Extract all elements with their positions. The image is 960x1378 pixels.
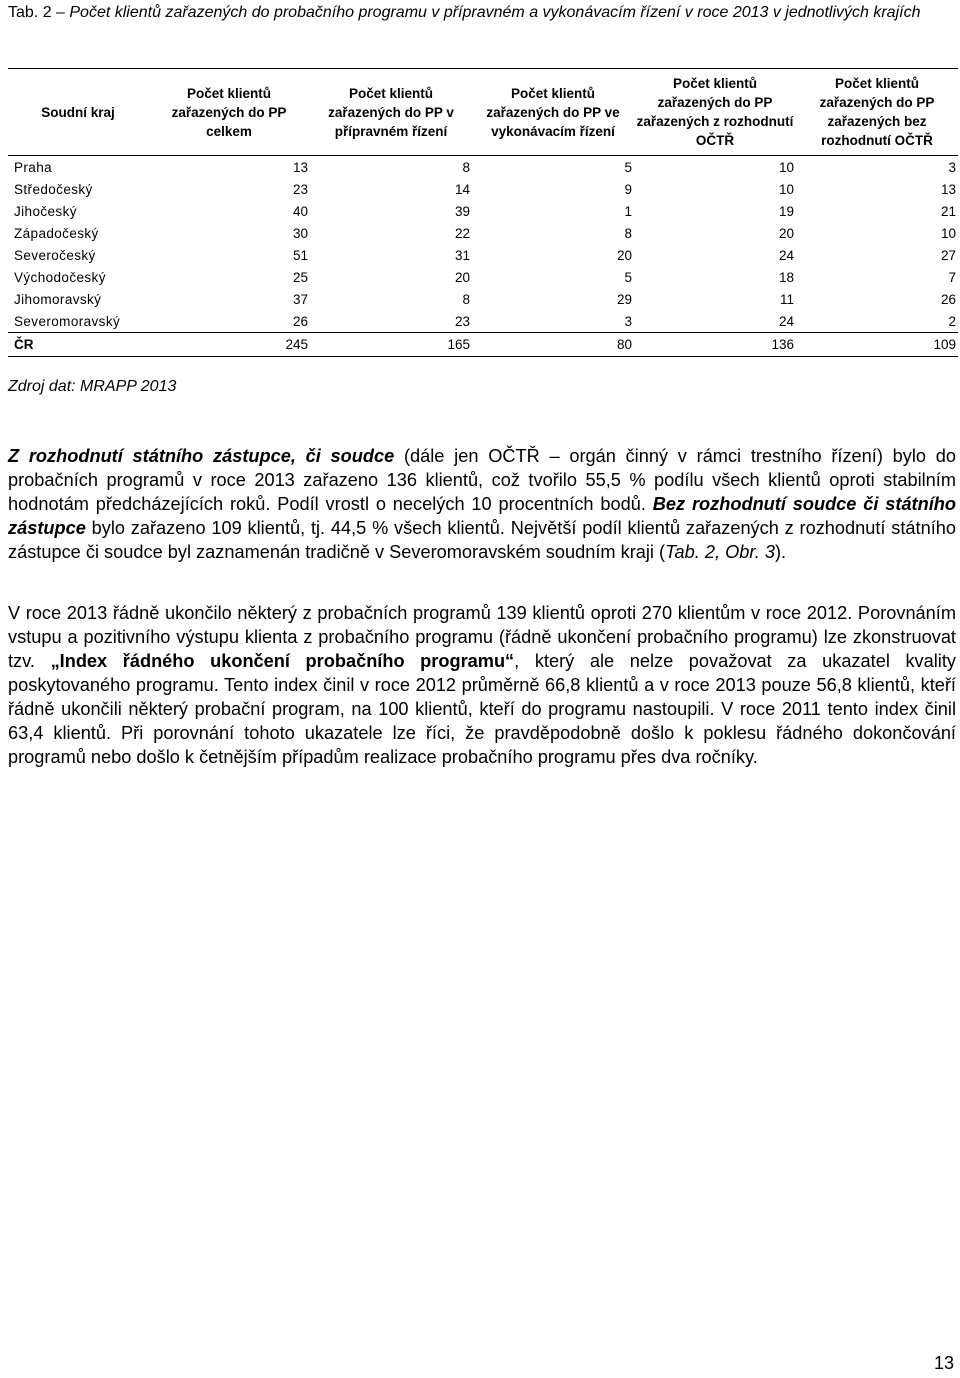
cell-kraj: Jihomoravský [14,291,102,307]
para1-emph-1: Z rozhodnutí státního zástupce, či soudce [8,446,395,466]
para1-end: ). [774,542,787,562]
page-number: 13 [933,1353,954,1373]
header-soudni-kraj: Soudní kraj [8,69,148,156]
caption-text: – Počet klientů zařazených do probačního programu v přípravném a vykonávacím řízení v roce 2013 v jednotlivých krajích [51,4,921,21]
cell-celkem: 26 [292,313,308,329]
cell-vykonavaci: 5 [624,269,632,285]
cell-bez-octr: 3 [948,159,956,175]
cell-celkem: 23 [292,181,308,197]
table-row [8,244,958,266]
cell-bez-octr-total: 109 [796,333,958,357]
cell-bez-octr: 10 [940,225,956,241]
cell-bez-octr: 7 [948,269,956,285]
para2-text-2: , který ale nelze považovat za ukazatel kvality poskytovaného programu. Tento index činil v roce 2012 průměrně 66,8 klientů a v roce 2013 pouze 56,8 klientů, kteří řádně ukončili některý probační program, na 100 klientů, kteří do programu nastoupili. V roce 2011 tento index činil 63,4 klientů. Při porovnání tohoto ukazatele lze říci, že pravděpodobně došlo k poklesu řádného dokončování programů nebo došlo k četnějším případům realizace probačního programu přes dva ročníky. [8,651,956,767]
cell-z-octr-total: 136 [634,333,796,357]
table-row [8,222,958,244]
cell-kraj: Západočeský [14,225,99,241]
cell-pripravne: 20 [454,269,470,285]
table-row [8,310,958,333]
cell-pripravne-total: 165 [310,333,472,357]
header-celkem: Počet klientů zařazených do PP celkem [148,69,310,156]
cell-kraj: Severomoravský [14,313,121,329]
cell-kraj: Východočeský [14,269,106,285]
cell-vykonavaci: 5 [624,159,632,175]
cell-pripravne: 23 [454,313,470,329]
cell-kraj: Jihočeský [14,203,77,219]
cell-bez-octr: 26 [940,291,956,307]
cell-celkem: 13 [292,159,308,175]
data-source-note: Zdroj dat: MRAPP 2013 [8,378,177,395]
cell-kraj: Středočeský [14,181,93,197]
cell-vykonavaci: 3 [624,313,632,329]
header-pripravne: Počet klientů zařazených do PP v přípravném řízení [310,69,472,156]
cell-z-octr: 19 [778,203,794,219]
cell-pripravne: 39 [454,203,470,219]
para1-text-2: bylo zařazeno 109 klientů, tj. 44,5 % všech klientů. Největší podíl klientů zařazených z rozhodnutí státního zástupce či soudce byl zaznamenán tradičně v Severomoravském soudním kraji ( [8,518,956,562]
table-caption [8,2,956,23]
cell-vykonavaci-total: 80 [472,333,634,357]
cell-pripravne: 22 [454,225,470,241]
header-vykonavaci: Počet klientů zařazených do PP ve vykonávacím řízení [472,69,634,156]
table-row [8,156,958,179]
para2-text-1: V roce 2013 řádně ukončilo některý z probačních programů 139 klientů oproti 270 klientům v roce 2012. Porovnáním vstupu a pozitivního výstupu klienta z probačního programu (řádně ukončení probačního programu) lze zkonstruovat tzv. [8,603,956,671]
cell-pripravne: 8 [462,291,470,307]
para1-emph-2: Bez rozhodnutí soudce či státního zástupce [8,494,956,538]
cell-pripravne: 14 [454,181,470,197]
cell-celkem: 30 [292,225,308,241]
table-total-row [8,333,958,357]
cell-vykonavaci: 29 [616,291,632,307]
cell-bez-octr: 27 [940,247,956,263]
cell-bez-octr: 13 [940,181,956,197]
cell-celkem-total: 245 [148,333,310,357]
cell-kraj: Praha [14,159,53,175]
table-header-row [8,69,958,156]
cell-kraj: Severočeský [14,247,96,263]
clients-table [8,68,958,357]
cell-vykonavaci: 9 [624,181,632,197]
cell-z-octr: 10 [778,181,794,197]
cell-vykonavaci: 1 [624,203,632,219]
cell-bez-octr: 21 [940,203,956,219]
cell-kraj-total: ČR [8,333,148,357]
cell-z-octr: 24 [778,313,794,329]
table-row [8,266,958,288]
cell-z-octr: 18 [778,269,794,285]
para1-text-1: (dále jen OČTŘ – orgán činný v rámci trestního řízení) bylo do probačních programů v roce 2013 zařazeno 136 klientů, což tvořilo 55,5 % podílu všech klientů oproti stabilním hodnotám předcházejících roků. Podíl vrostl o necelých 10 procentních bodů. [8,446,956,514]
para2-index-term: „Index řádného ukončení probačního programu“ [50,651,515,671]
cell-celkem: 51 [292,247,308,263]
cell-z-octr: 24 [778,247,794,263]
cell-z-octr: 10 [778,159,794,175]
table-row [8,200,958,222]
caption-label: Tab. 2 [8,4,52,21]
cell-bez-octr: 2 [948,313,956,329]
cell-celkem: 40 [292,203,308,219]
cell-vykonavaci: 8 [624,225,632,241]
header-bez-octr: Počet klientů zařazených do PP zařazených bez rozhodnutí OČTŘ [796,69,958,156]
paragraph-octr [8,444,956,564]
cell-vykonavaci: 20 [616,247,632,263]
cell-celkem: 25 [292,269,308,285]
table-row [8,288,958,310]
cell-z-octr: 11 [779,291,794,307]
cell-pripravne: 8 [462,159,470,175]
para1-reference: Tab. 2, Obr. 3 [665,542,775,562]
header-z-octr: Počet klientů zařazených do PP zařazených z rozhodnutí OČTŘ [634,69,796,156]
cell-celkem: 37 [292,291,308,307]
cell-pripravne: 31 [454,247,470,263]
cell-z-octr: 20 [778,225,794,241]
paragraph-index [8,601,956,769]
table-row [8,178,958,200]
